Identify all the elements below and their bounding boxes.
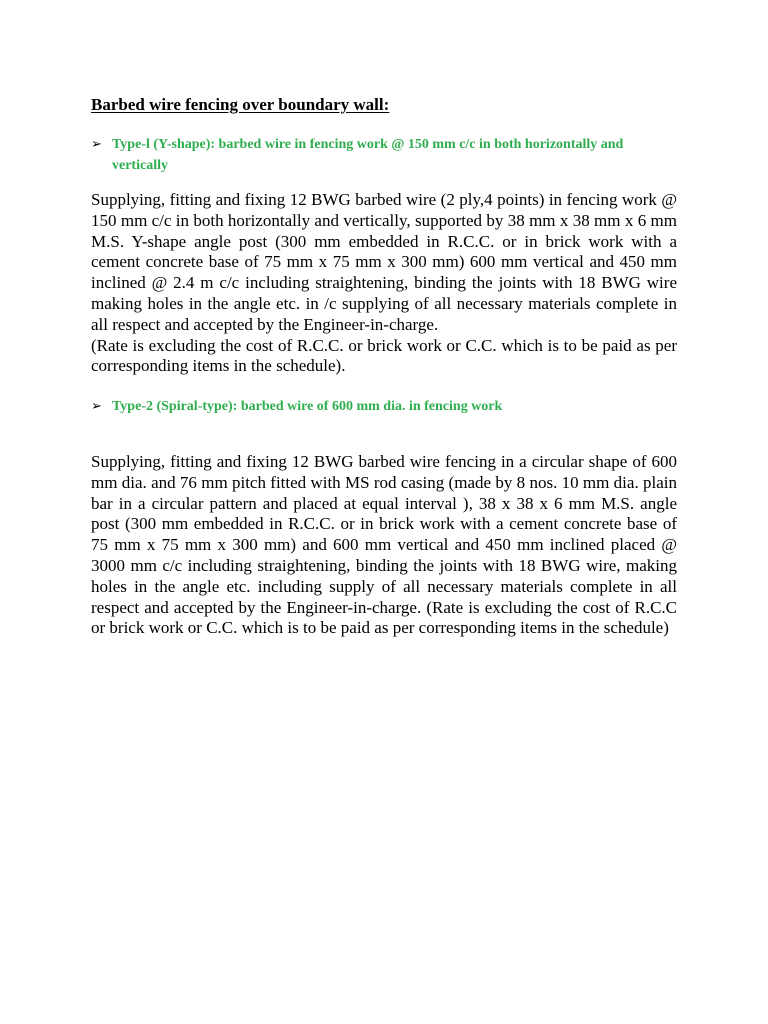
type1-paragraph: Supplying, fitting and fixing 12 BWG barbed wire (2 ply,4 points) in fencing work @ 150 mm c/c in both horizontally and vertically, supported by 38 mm x 38 mm x 6 mm M.S. Y-shape angle post (300 mm embedded in R.C.C. or in brick work with a cement concrete base of 75 mm x 75 mm x 300 mm) 600 mm vertical and 450 mm inclined @ 2.4 m c/c including straightening, binding the joints with 18 BWG wire making holes in the angle etc. in /c supplying of all necessary materials complete in all respect and accepted by the Engineer-in-charge. [91, 190, 677, 334]
type1-description [91, 190, 677, 377]
type2-heading: Type-2 (Spiral-type): barbed wire of 600 mm dia. in fencing work [112, 399, 503, 414]
page-title: Barbed wire fencing over boundary wall: [91, 95, 390, 114]
type1-heading: Type-l (Y-shape): barbed wire in fencing work @ 150 mm c/c in both horizontally and vertically [112, 137, 624, 173]
type1-bullet-item [91, 134, 681, 176]
arrowhead-bullet-icon: ➢ [91, 399, 102, 414]
arrowhead-bullet-icon: ➢ [91, 137, 102, 152]
type2-bullet-item [91, 396, 681, 417]
type1-rate-note: (Rate is excluding the cost of R.C.C. or brick work or C.C. which is to be paid as per corresponding items in the schedule). [91, 335, 677, 376]
type2-description [91, 452, 677, 639]
type2-paragraph: Supplying, fitting and fixing 12 BWG barbed wire fencing in a circular shape of 600 mm dia. and 76 mm pitch fitted with MS rod casing (made by 8 nos. 10 mm dia. plain bar in a circular pattern and placed at equal interval ), 38 x 38 x 6 mm M.S. angle post (300 mm embedded in R.C.C. or in brick work with a cement concrete base of 75 mm x 75 mm x 300 mm) and 600 mm vertical and 450 mm inclined placed @ 3000 mm c/c including straightening, binding the joints with 18 BWG wire, making holes in the angle etc. including supply of all necessary materials complete in all respect and accepted by the Engineer-in-charge. (Rate is excluding the cost of R.C.C or brick work or C.C. which is to be paid as per corresponding items in the schedule) [91, 452, 677, 638]
